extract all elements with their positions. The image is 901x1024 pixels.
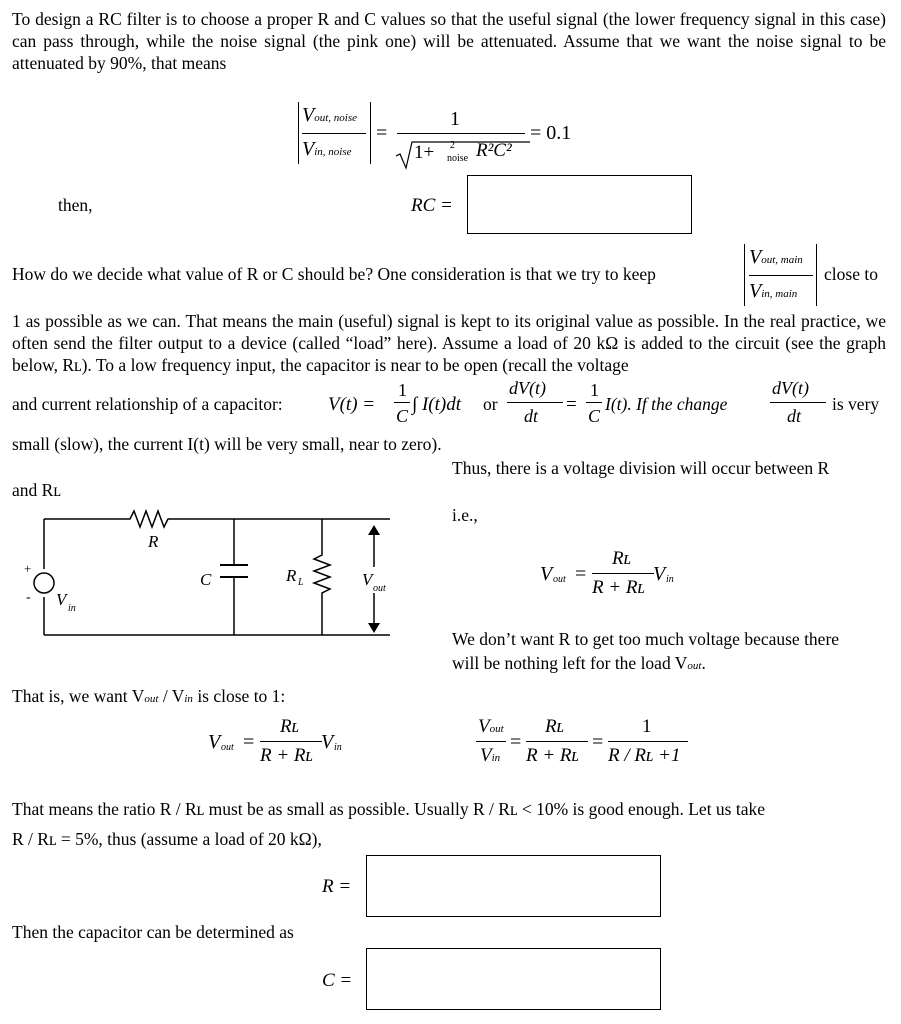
resistor-rl [314,519,330,635]
and-rl-line: and Rʟ [12,480,61,500]
intro-paragraph: To design a RC filter is to choose a proper R and C values so that the useful signal (the lower frequency signal in this case) can pass through, while the noise signal (the pink one) will be attenuated. Assume that we want the noise signal to be attenuated by 90%, that means [12,9,886,73]
para2-close-to: close to [824,264,878,284]
svg-text:+: + [24,561,32,576]
means-line2: R / Rʟ = 5%, thus (assume a load of 20 kΩ), [12,829,322,849]
rc-circuit-diagram [22,505,402,655]
svg-text:R: R [286,566,297,585]
para2-lead: How do we decide what value of R or C should be? One consideration is that we try to keep [12,264,656,284]
svg-text:R: R [148,532,159,551]
svg-text:V: V [56,590,67,609]
svg-text:in: in [68,603,76,614]
means-line1: That means the ratio R / Rʟ must be as small as possible. Usually R / Rʟ < 10% is good enough. Let us take [12,799,766,819]
rc-label: RC = [411,195,453,216]
cap-intro: Then the capacitor can be determined as [12,922,294,942]
vout-arrow-down [368,623,380,633]
vout-arrow-up [368,525,380,535]
rc-answer-box[interactable] [467,175,692,234]
para2-body: 1 as possible as we can. That means the main (useful) signal is kept to its original value as possible. In the real practice, we often send the filter output to a device (called “load” here). Assume a load of 20 kΩ is added to the circuit (see the graph below, Rʟ). To a low frequency input, the capacitor is near to be open (recall the voltage [12,311,886,375]
thus-line: Thus, there is a voltage division will occur between R [452,458,830,478]
ie-label: i.e., [452,505,478,525]
no-voltage-line1: We don’t want R to get too much voltage because there [452,629,840,649]
ratio-intro: That is, we want Vout / Vin is close to 1: [12,686,286,706]
then-label: then, [58,195,93,215]
svg-text:-: - [26,590,31,605]
resistor-r [44,511,390,527]
voltage-source [34,573,54,593]
c-answer-box[interactable] [366,948,661,1010]
r-label: R = [322,876,352,897]
no-voltage-line2: will be nothing left for the load Vout. [452,653,706,673]
svg-text:out: out [373,583,386,594]
svg-text:C: C [200,570,212,589]
svg-text:V: V [362,570,373,589]
r-answer-box[interactable] [366,855,661,917]
svg-text:L: L [298,577,304,588]
small-slow-line: small (slow), the current I(t) will be very small, near to zero). [12,434,442,454]
c-label: C = [322,970,353,991]
